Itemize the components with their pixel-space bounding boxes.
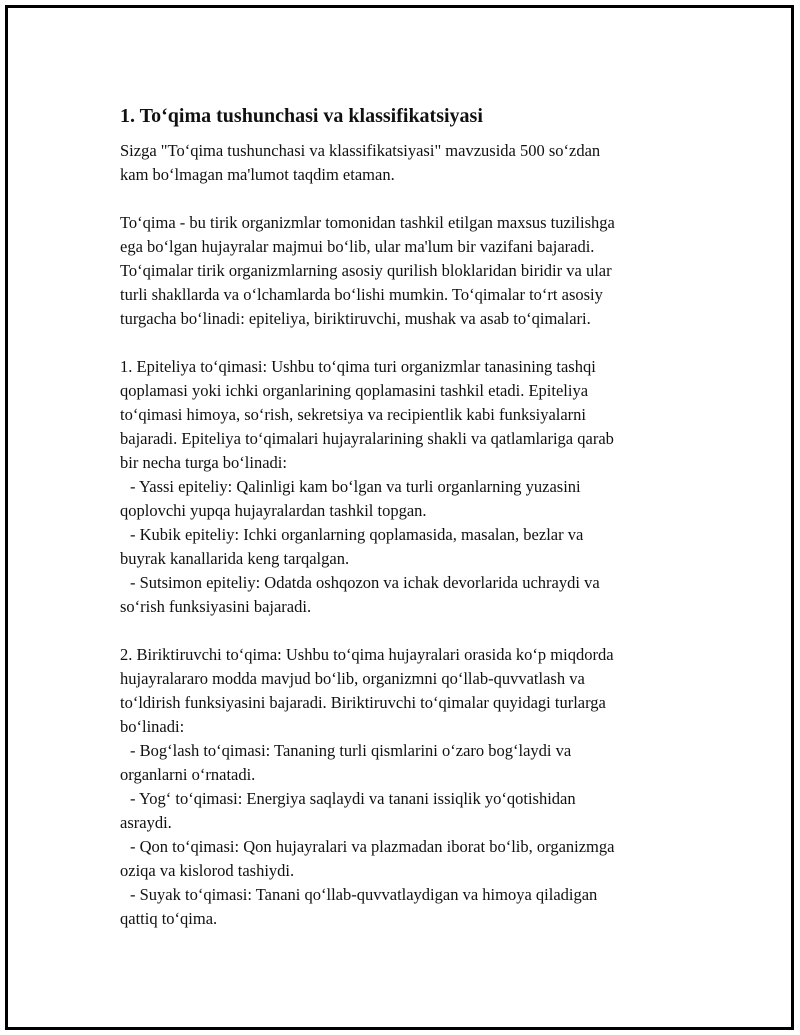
document-body: [120, 104, 685, 931]
text-line: qattiq to‘qima.: [120, 909, 218, 928]
paragraph: [120, 139, 685, 187]
list-item-line: - Suyak to‘qimasi: Tanani qo‘llab-quvvatlaydigan va himoya qiladigan: [130, 885, 598, 904]
text-line: bo‘linadi:: [120, 717, 185, 736]
text-line: To‘qimalar tirik organizmlarning asosiy qurilish bloklaridan biridir va ular: [120, 261, 612, 280]
list-item-line: - Yog‘ to‘qimasi: Energiya saqlaydi va tanani issiqlik yo‘qotishidan: [130, 789, 576, 808]
text-line: bir necha turga bo‘linadi:: [120, 453, 287, 472]
text-line: 2. Biriktiruvchi to‘qima: Ushbu to‘qima hujayralari orasida ko‘p miqdorda: [120, 645, 614, 664]
text-line: turli shakllarda va o‘lchamlarda bo‘lishi mumkin. To‘qimalar to‘rt asosiy: [120, 285, 603, 304]
page-frame: [5, 5, 794, 1030]
text-line: To‘qima - bu tirik organizmlar tomonidan tashkil etilgan maxsus tuzilishga: [120, 213, 615, 232]
paragraph: [120, 643, 685, 931]
text-line: buyrak kanallarida keng tarqalgan.: [120, 549, 350, 568]
text-line: qoplovchi yupqa hujayralardan tashkil topgan.: [120, 501, 427, 520]
text-line: to‘qimasi himoya, so‘rish, sekretsiya va recipientlik kabi funksiyalarni: [120, 405, 587, 424]
text-line: oziqa va kislorod tashiydi.: [120, 861, 295, 880]
text-line: qoplamasi yoki ichki organlarining qoplamasini tashkil etadi. Epiteliya: [120, 381, 589, 400]
list-item-line: - Qon to‘qimasi: Qon hujayralari va plazmadan iborat bo‘lib, organizmga: [130, 837, 615, 856]
list-item-line: - Sutsimon epiteliy: Odatda oshqozon va ichak devorlarida uchraydi va: [130, 573, 600, 592]
text-line: so‘rish funksiyasini bajaradi.: [120, 597, 312, 616]
text-line: bajaradi. Epiteliya to‘qimalari hujayralarining shakli va qatlamlariga qarab: [120, 429, 614, 448]
list-item-line: - Bog‘lash to‘qimasi: Tananing turli qismlarini o‘zaro bog‘laydi va: [130, 741, 572, 760]
list-item-line: - Yassi epiteliy: Qalinligi kam bo‘lgan va turli organlarning yuzasini: [130, 477, 581, 496]
text-line: 1. Epiteliya to‘qimasi: Ushbu to‘qima turi organizmlar tanasining tashqi: [120, 357, 596, 376]
text-line: kam bo‘lmagan ma'lumot taqdim etaman.: [120, 165, 395, 184]
paragraph: [120, 211, 685, 331]
text-line: ega bo‘lgan hujayralar majmui bo‘lib, ular ma'lum bir vazifani bajaradi.: [120, 237, 595, 256]
text-line: turgacha bo‘linadi: epiteliya, biriktiruvchi, mushak va asab to‘qimalari.: [120, 309, 591, 328]
page-title: 1. To‘qima tushunchasi va klassifikatsiyasi: [120, 105, 483, 127]
text-line: hujayralararo modda mavjud bo‘lib, organizmni qo‘llab-quvvatlash va: [120, 669, 585, 688]
text-line: Sizga "To‘qima tushunchasi va klassifikatsiyasi" mavzusida 500 so‘zdan: [120, 141, 601, 160]
text-line: asraydi.: [120, 813, 172, 832]
paragraph: [120, 355, 685, 619]
list-item-line: - Kubik epiteliy: Ichki organlarning qoplamasida, masalan, bezlar va: [130, 525, 584, 544]
text-line: to‘ldirish funksiyasini bajaradi. Biriktiruvchi to‘qimalar quyidagi turlarga: [120, 693, 606, 712]
paragraph-list: [120, 139, 685, 931]
text-line: organlarni o‘rnatadi.: [120, 765, 256, 784]
